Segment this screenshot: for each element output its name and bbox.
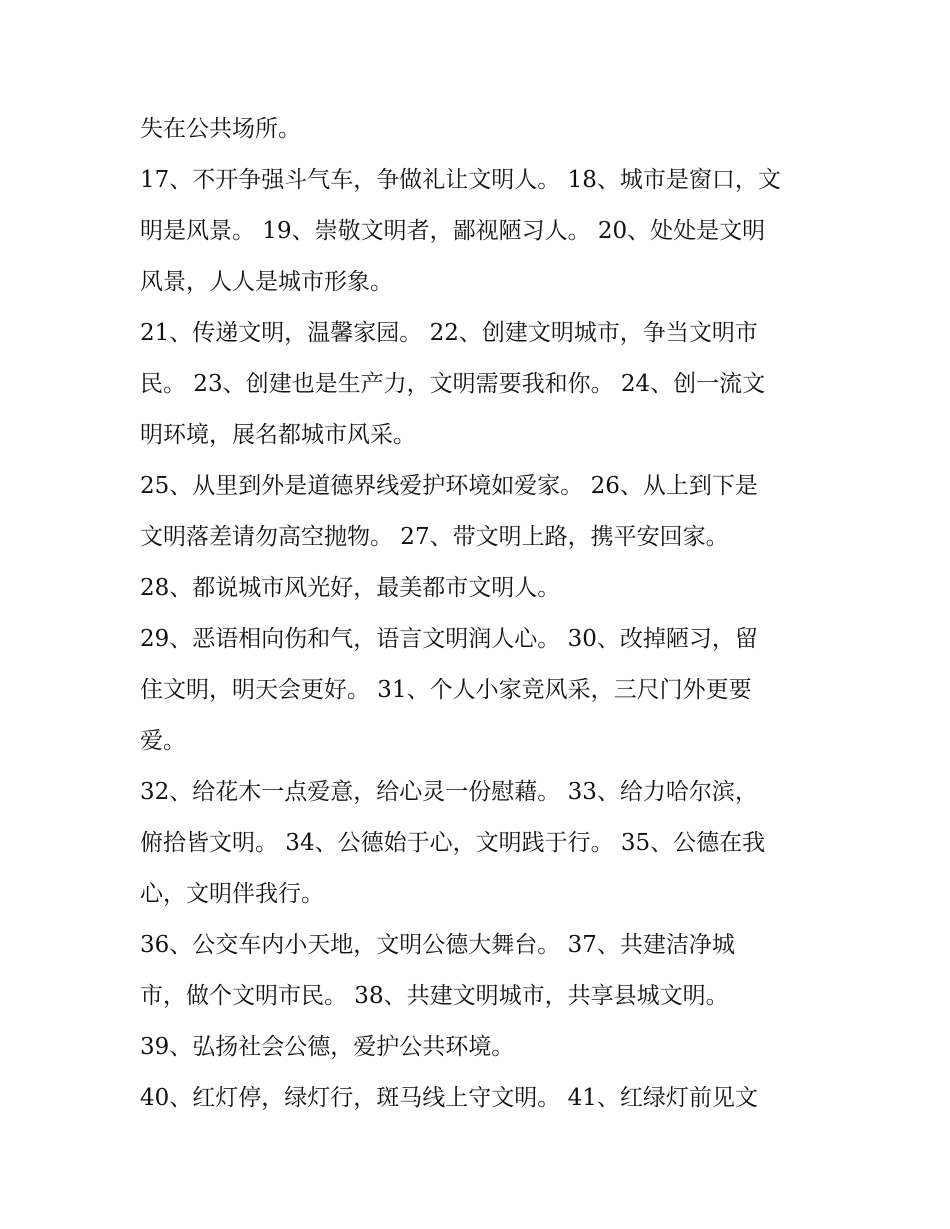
- text-line: 失在公共场所。: [140, 116, 301, 142]
- text-line: 住文明，明天会更好。 31、个人小家竞风采，三尺门外更要: [140, 677, 752, 703]
- text-line: 风景，人人是城市形象。: [140, 269, 393, 295]
- text-line: 36、公交车内小天地，文明公德大舞台。 37、共建洁净城: [140, 932, 735, 958]
- text-line: 29、恶语相向伤和气，语言文明润人心。 30、改掉陋习，留: [140, 626, 758, 652]
- text-line: 爱。: [140, 728, 186, 754]
- text-line: 28、都说城市风光好，最美都市文明人。: [140, 575, 561, 601]
- text-line: 市，做个文明市民。 38、共建文明城市，共享县城文明。: [140, 983, 729, 1009]
- text-line: 明是风景。 19、崇敬文明者，鄙视陋习人。 20、处处是文明: [140, 218, 766, 244]
- text-line: 俯拾皆文明。 34、公德始于心，文明践于行。 35、公德在我: [140, 830, 766, 856]
- text-line: 21、传递文明，温馨家园。 22、创建文明城市，争当文明市: [140, 320, 758, 346]
- text-line: 40、红灯停，绿灯行，斑马线上守文明。 41、红绿灯前见文: [140, 1085, 758, 1111]
- text-line: 17、不开争强斗气车，争做礼让文明人。 18、城市是窗口，文: [140, 167, 781, 193]
- text-line: 39、弘扬社会公德，爱护公共环境。: [140, 1034, 515, 1060]
- text-line: 民。 23、创建也是生产力，文明需要我和你。 24、创一流文: [140, 371, 766, 397]
- text-line: 32、给花木一点爱意，给心灵一份慰藉。 33、给力哈尔滨，: [140, 779, 758, 805]
- text-line: 文明落差请勿高空抛物。 27、带文明上路，携平安回家。: [140, 524, 729, 550]
- text-line: 25、从里到外是道德界线爱护环境如爱家。 26、从上到下是: [140, 473, 758, 499]
- text-line: 明环境，展名都城市风采。: [140, 422, 416, 448]
- text-line: 心，文明伴我行。: [140, 881, 324, 907]
- slogan-text-block: [140, 104, 820, 1124]
